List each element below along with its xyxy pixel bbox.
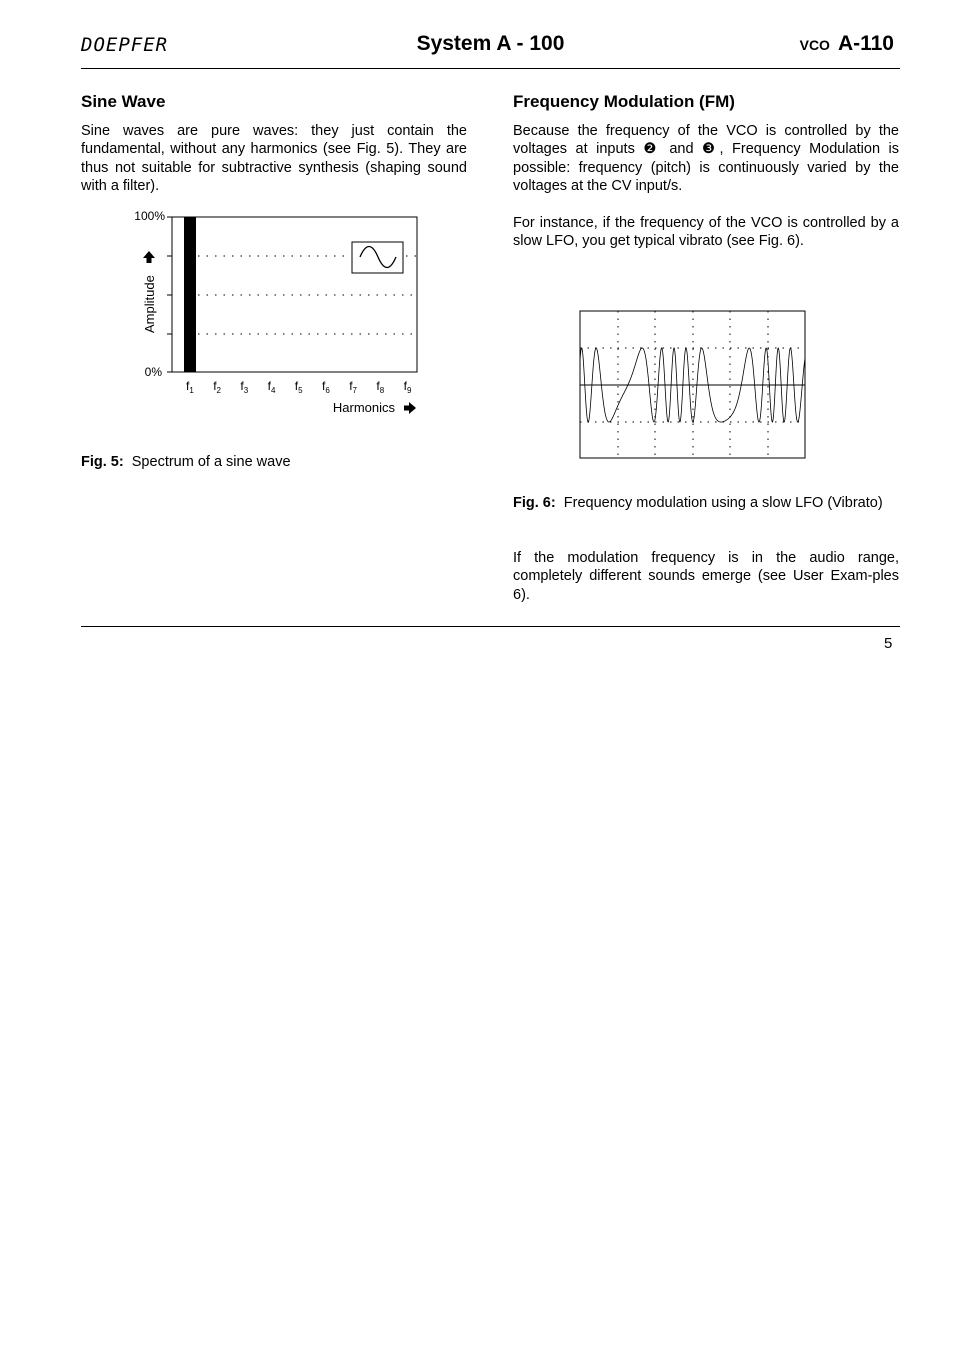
sine-wave-paragraph: Sine waves are pure waves: they just contain the fundamental, without any harmonics (see Fig. 5). They are thus not suitable for subtractive synthesis (shaping sound with a filter). xyxy=(81,123,467,194)
header-title: System A - 100 xyxy=(416,32,565,55)
bar-group xyxy=(184,217,196,372)
module-prefix: VCO xyxy=(799,37,830,53)
x-tick-label-f4: $f_4$ xyxy=(267,379,276,395)
x-tick-labels xyxy=(186,379,412,395)
figure-6-caption xyxy=(513,494,899,512)
figure-5-label: Fig. 5: xyxy=(81,454,124,470)
x-tick-label-f1: $f_1$ xyxy=(186,379,194,395)
module-label xyxy=(800,32,894,56)
plot-frame xyxy=(172,217,417,372)
x-tick-label-f3: $f_3$ xyxy=(240,379,249,395)
brand-logo: DOEPFER xyxy=(81,34,169,56)
right-arrow-icon xyxy=(404,402,416,414)
x-axis-label: Harmonics xyxy=(332,400,395,415)
fm-paragraph-2: For instance, if the frequency of the VCO is controlled by a slow LFO, you get typical vibrato (see Fig. 6). xyxy=(513,215,899,250)
scope-grid xyxy=(580,311,805,458)
x-tick-label-f7: $f_7$ xyxy=(349,379,357,395)
fm-paragraph-3: If the modulation frequency is in the audio range, completely different sounds emerge (see User Exam-ples 6). xyxy=(513,550,899,603)
fm-scope-chart xyxy=(579,310,807,460)
bar-f1 xyxy=(184,217,196,372)
x-tick-label-f2: $f_2$ xyxy=(213,379,221,395)
page-number: 5 xyxy=(884,635,893,652)
sine-wave-heading: Sine Wave xyxy=(81,92,166,111)
figure-5-caption xyxy=(81,453,467,471)
module-id: A-110 xyxy=(837,32,894,55)
y-tick-label-top: 100% xyxy=(134,209,165,223)
sine-spectrum-chart xyxy=(120,205,430,420)
y-tick-label-bottom: 0% xyxy=(144,365,162,379)
x-tick-label-f8: $f_8$ xyxy=(376,379,385,395)
figure-5-text: Spectrum of a sine wave xyxy=(131,454,291,470)
x-tick-label-f9: $f_9$ xyxy=(403,379,412,395)
y-axis-label: Amplitude xyxy=(142,275,157,333)
sine-wave-icon xyxy=(352,242,403,273)
figure-6-text: Frequency modulation using a slow LFO (Vibrato) xyxy=(563,495,883,511)
x-tick-label-f6: $f_6$ xyxy=(322,379,330,395)
up-arrow-icon xyxy=(143,251,155,263)
page-header xyxy=(81,30,900,69)
fm-heading: Frequency Modulation (FM) xyxy=(513,92,735,111)
fm-paragraph-1: Because the frequency of the VCO is controlled by the voltages at inputs ❷ and ❸, Frequency Modulation is possible: frequency (pitch) is continuously varied by the voltages at the CV input/s. xyxy=(513,123,899,194)
x-tick-label-f5: $f_5$ xyxy=(294,379,303,395)
footer-rule xyxy=(81,626,900,627)
figure-6-label: Fig. 6: xyxy=(513,495,556,511)
